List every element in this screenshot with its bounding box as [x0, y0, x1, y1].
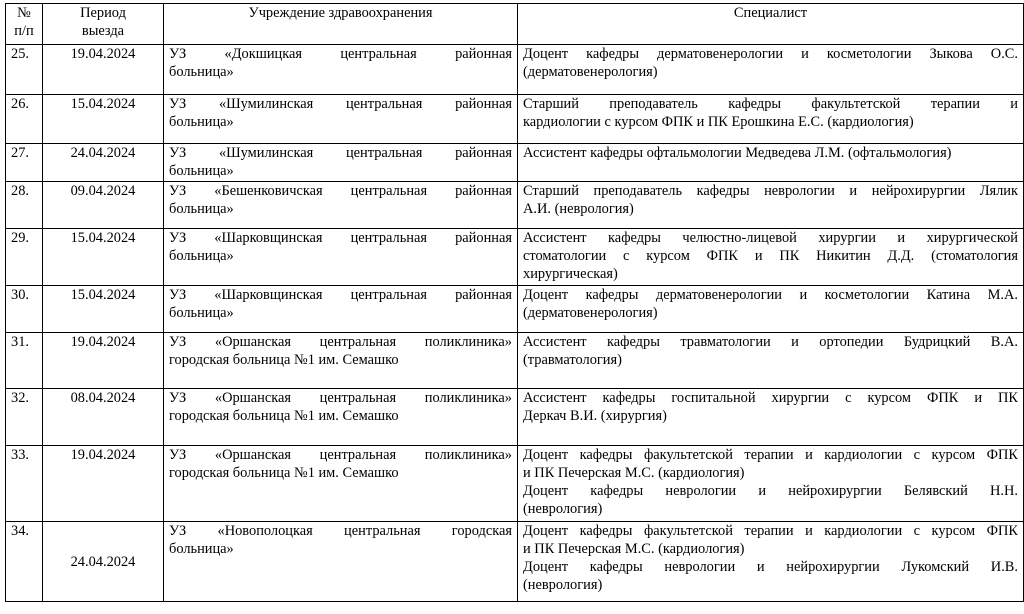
row-specialist: [518, 446, 1024, 522]
row-institution: [164, 229, 518, 286]
specialist-line: (дерматовенерология): [523, 305, 658, 321]
specialist-line: и ПК Печерская М.С. (кардиология): [523, 465, 745, 481]
institution-line: УЗ «Оршанская центральная поликлиника»: [169, 334, 512, 350]
row-number: 32.: [6, 389, 43, 446]
row-institution: [164, 286, 518, 333]
specialist-line: (травматология): [523, 352, 622, 368]
row-institution: [164, 333, 518, 389]
table-row: [6, 95, 1024, 144]
row-period: 09.04.2024: [43, 182, 164, 229]
institution-line: больница»: [169, 163, 234, 179]
specialist-line: Доцент кафедры дерматовенерологии и косметологии Зыкова О.С.: [523, 46, 1018, 62]
specialist-line: (неврология): [523, 501, 603, 517]
institution-line: больница»: [169, 248, 234, 264]
row-period: 19.04.2024: [43, 446, 164, 522]
specialist-line: хирургическая): [523, 266, 618, 282]
institution-line: больница»: [169, 64, 234, 80]
header-number: [6, 4, 43, 45]
row-specialist: [518, 229, 1024, 286]
institution-line: больница»: [169, 305, 234, 321]
specialist-line: Доцент кафедры неврологии и нейрохирургии Лукомский И.В.: [523, 559, 1018, 575]
table-row: [6, 229, 1024, 286]
institution-line: УЗ «Шумилинская центральная районная: [169, 96, 512, 112]
institution-line: больница»: [169, 114, 234, 130]
specialist-line: Доцент кафедры факультетской терапии и кардиологии с курсом ФПК: [523, 447, 1018, 463]
row-number: 29.: [6, 229, 43, 286]
row-period: 24.04.2024: [43, 144, 164, 182]
institution-line: городская больница №1 им. Семашко: [169, 408, 399, 424]
row-specialist: [518, 144, 1024, 182]
table-row: [6, 182, 1024, 229]
institution-line: больница»: [169, 201, 234, 217]
row-specialist: [518, 286, 1024, 333]
row-number: 28.: [6, 182, 43, 229]
row-period: 24.04.2024: [43, 522, 164, 602]
row-number: 26.: [6, 95, 43, 144]
header-row: [6, 4, 1024, 45]
row-specialist: [518, 95, 1024, 144]
institution-line: больница»: [169, 541, 234, 557]
row-number: 25.: [6, 45, 43, 95]
table-row: [6, 389, 1024, 446]
row-period: 08.04.2024: [43, 389, 164, 446]
table-row: [6, 286, 1024, 333]
specialist-line: (дерматовенерология): [523, 64, 658, 80]
row-institution: [164, 446, 518, 522]
row-institution: [164, 144, 518, 182]
header-institution: Учреждение здравоохранения: [164, 4, 518, 45]
row-institution: [164, 389, 518, 446]
specialist-line: Доцент кафедры неврологии и нейрохирургии Белявский Н.Н.: [523, 483, 1018, 499]
row-specialist: [518, 522, 1024, 602]
specialist-line: Старший преподаватель кафедры неврологии и нейрохирургии Лялик: [523, 183, 1018, 199]
row-specialist: [518, 182, 1024, 229]
specialist-line: Ассистент кафедры челюстно-лицевой хирургии и хирургической: [523, 230, 1018, 246]
row-period: 19.04.2024: [43, 333, 164, 389]
specialist-line: кардиологии с курсом ФПК и ПК Ерошкина Е.С. (кардиология): [523, 114, 914, 130]
specialist-line: Деркач В.И. (хирургия): [523, 408, 667, 424]
header-number-line-1: №: [17, 5, 31, 21]
row-number: 34.: [6, 522, 43, 602]
table-row: [6, 522, 1024, 602]
institution-line: городская больница №1 им. Семашко: [169, 352, 399, 368]
table-row: [6, 446, 1024, 522]
specialist-line: Доцент кафедры дерматовенерологии и косметологии Катина М.А.: [523, 287, 1018, 303]
row-number: 27.: [6, 144, 43, 182]
row-period: 15.04.2024: [43, 95, 164, 144]
specialist-line: А.И. (неврология): [523, 201, 634, 217]
header-period: [43, 4, 164, 45]
institution-line: городская больница №1 им. Семашко: [169, 465, 399, 481]
row-institution: [164, 522, 518, 602]
specialist-line: Ассистент кафедры офтальмологии Медведева Л.М. (офтальмология): [523, 145, 952, 161]
row-period: 15.04.2024: [43, 229, 164, 286]
table-row: [6, 144, 1024, 182]
row-institution: [164, 45, 518, 95]
institution-line: УЗ «Оршанская центральная поликлиника»: [169, 447, 512, 463]
table-row: [6, 45, 1024, 95]
specialist-line: Старший преподаватель кафедры факультетской терапии и: [523, 96, 1018, 112]
specialist-line: Доцент кафедры факультетской терапии и кардиологии с курсом ФПК: [523, 523, 1018, 539]
row-number: 30.: [6, 286, 43, 333]
row-specialist: [518, 389, 1024, 446]
specialist-line: стоматологии с курсом ФПК и ПК Никитин Д.Д. (стоматология: [523, 248, 1018, 264]
institution-line: УЗ «Шарковщинская центральная районная: [169, 230, 512, 246]
institution-line: УЗ «Шарковщинская центральная районная: [169, 287, 512, 303]
header-period-line-1: Период: [80, 5, 126, 21]
specialist-line: Ассистент кафедры травматологии и ортопедии Будрицкий В.А.: [523, 334, 1018, 350]
institution-line: УЗ «Оршанская центральная поликлиника»: [169, 390, 512, 406]
row-specialist: [518, 45, 1024, 95]
header-specialist: Специалист: [518, 4, 1024, 45]
header-period-line-2: выезда: [81, 23, 125, 39]
row-number: 31.: [6, 333, 43, 389]
row-period: 19.04.2024: [43, 45, 164, 95]
table-body: [6, 45, 1024, 602]
header-number-line-2: п/п: [14, 23, 34, 39]
table-row: [6, 333, 1024, 389]
row-specialist: [518, 333, 1024, 389]
specialist-line: и ПК Печерская М.С. (кардиология): [523, 541, 745, 557]
institution-line: УЗ «Новополоцкая центральная городская: [169, 523, 512, 539]
specialist-line: Ассистент кафедры госпитальной хирургии с курсом ФПК и ПК: [523, 390, 1018, 406]
institution-line: УЗ «Докшицкая центральная районная: [169, 46, 512, 62]
specialist-line: (неврология): [523, 577, 603, 593]
row-period: 15.04.2024: [43, 286, 164, 333]
visit-schedule-table: [5, 3, 1024, 602]
row-institution: [164, 95, 518, 144]
institution-line: УЗ «Шумилинская центральная районная: [169, 145, 512, 161]
row-institution: [164, 182, 518, 229]
row-number: 33.: [6, 446, 43, 522]
institution-line: УЗ «Бешенковичская центральная районная: [169, 183, 512, 199]
